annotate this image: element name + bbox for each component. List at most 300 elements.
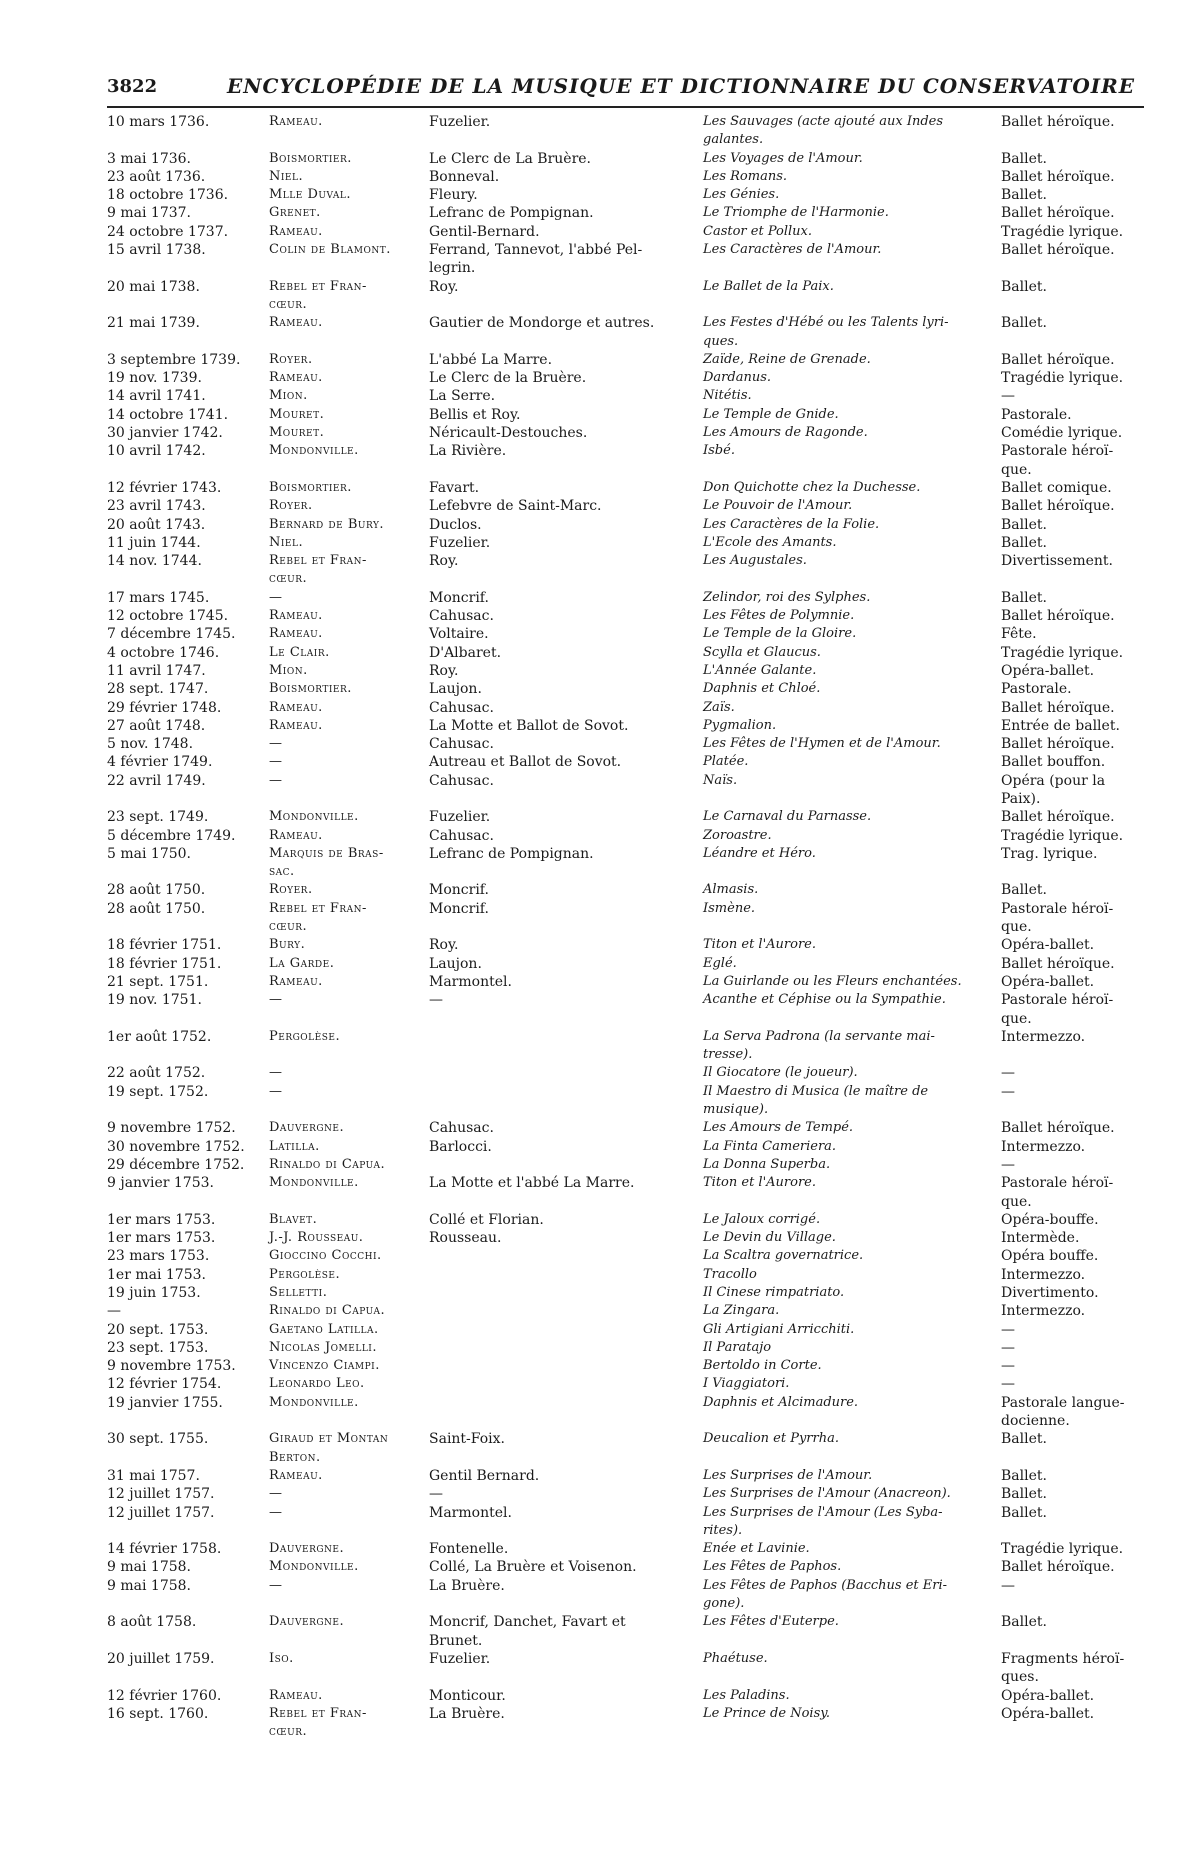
table-row (107, 991, 1147, 1009)
date-cell: 18 octobre 1736. (107, 187, 229, 204)
date-cell: 21 sept. 1751. (107, 973, 209, 990)
librettist-cell: Roy. (429, 662, 459, 679)
date-cell: 20 juillet 1759. (107, 1650, 215, 1667)
date-cell: 28 sept. 1747. (107, 681, 209, 698)
genre-cell: — (1001, 1376, 1015, 1393)
table-row (107, 1650, 1147, 1668)
work-cell: Tracollo (703, 1266, 757, 1282)
librettist-cell: Fleury. (429, 187, 478, 204)
work-cell: Zaïde, Reine de Grenade. (703, 351, 871, 367)
work-cell: Phaétuse. (703, 1650, 768, 1666)
genre-cell: Ballet. (1001, 278, 1047, 295)
work-cell: Daphnis et Chloé. (703, 681, 821, 697)
table-row (107, 497, 1147, 515)
genre-cell: Intermezzo. (1001, 1028, 1086, 1045)
table-row (107, 1467, 1147, 1485)
composer-cell: Rameau. (269, 626, 323, 642)
date-cell: 23 mars 1753. (107, 1248, 210, 1265)
table-row (107, 644, 1147, 662)
work-cell: Les Caractères de l'Amour. (703, 242, 882, 258)
chronology-table (107, 113, 1147, 1741)
table-row (107, 1357, 1147, 1375)
date-cell: 31 mai 1757. (107, 1467, 200, 1484)
genre-cell: Opéra-ballet. (1001, 1705, 1095, 1722)
genre-cell: Paix). (1001, 790, 1041, 807)
genre-cell: Intermède. (1001, 1230, 1080, 1247)
librettist-cell: Moncrif. (429, 900, 489, 917)
table-row (107, 552, 1147, 570)
date-cell: 5 mai 1750. (107, 845, 191, 862)
table-row (107, 369, 1147, 387)
date-cell: 23 août 1736. (107, 168, 206, 185)
composer-cell: Mondonville. (269, 1175, 359, 1191)
date-cell: 29 décembre 1752. (107, 1156, 245, 1173)
work-cell: Les Génies. (703, 187, 780, 203)
work-cell: Les Surprises de l'Amour. (703, 1467, 873, 1483)
date-cell: 23 avril 1743. (107, 498, 206, 515)
composer-cell: — (269, 1065, 283, 1081)
table-row (107, 516, 1147, 534)
librettist-cell: Cahusac. (429, 736, 494, 753)
date-cell: 22 avril 1749. (107, 772, 206, 789)
table-row (107, 1193, 1147, 1211)
genre-cell: Pastorale héroï- (1001, 443, 1114, 460)
genre-cell: Ballet. (1001, 589, 1047, 606)
genre-cell: que. (1001, 919, 1032, 936)
genre-cell: Fête. (1001, 626, 1037, 643)
date-cell: 9 mai 1758. (107, 1559, 191, 1576)
composer-cell: — (269, 589, 283, 605)
librettist-cell: Fontenelle. (429, 1541, 509, 1558)
composer-cell: Rameau. (269, 1467, 323, 1483)
genre-cell: Tragédie lyrique. (1001, 1541, 1124, 1558)
work-cell: Le Prince de Noisy. (703, 1705, 830, 1721)
librettist-cell: Roy. (429, 937, 459, 954)
table-row (107, 1449, 1147, 1467)
composer-cell: sac. (269, 864, 295, 880)
work-cell: gone). (703, 1596, 745, 1612)
table-row (107, 570, 1147, 588)
work-cell: Ismène. (703, 900, 756, 916)
work-cell: L'Ecole des Amants. (703, 534, 837, 550)
table-row (107, 1595, 1147, 1613)
composer-cell: Rinaldo di Capua. (269, 1156, 386, 1172)
table-row (107, 1613, 1147, 1631)
composer-cell: Rebel et Fran- (269, 553, 367, 569)
librettist-cell: Duclos. (429, 516, 482, 533)
composer-cell: Dauvergne. (269, 1614, 345, 1630)
composer-cell: Royer. (269, 351, 313, 367)
table-row (107, 1284, 1147, 1302)
librettist-cell: Gautier de Mondorge et autres. (429, 315, 655, 332)
composer-cell: Rameau. (269, 699, 323, 715)
librettist-cell: Lefranc de Pompignan. (429, 845, 594, 862)
librettist-cell: Monticour. (429, 1687, 506, 1704)
genre-cell: Ballet bouffon. (1001, 754, 1106, 771)
composer-cell: Rebel et Fran- (269, 1705, 367, 1721)
page-number: 3822 (107, 76, 158, 97)
date-cell: 9 mai 1758. (107, 1577, 191, 1594)
work-cell: La Scaltra governatrice. (703, 1248, 864, 1264)
date-cell: 12 juillet 1757. (107, 1486, 215, 1503)
composer-cell: Grenet. (269, 205, 321, 221)
librettist-cell: Favart. (429, 479, 480, 496)
table-row (107, 1394, 1147, 1412)
librettist-cell: Fuzelier. (429, 1650, 491, 1667)
table-row (107, 589, 1147, 607)
date-cell: 16 sept. 1760. (107, 1705, 209, 1722)
composer-cell: La Garde. (269, 955, 335, 971)
date-cell: 23 sept. 1749. (107, 809, 209, 826)
date-cell: 9 novembre 1753. (107, 1358, 236, 1375)
composer-cell: Colin de Blamont. (269, 242, 391, 258)
date-cell: 20 août 1743. (107, 516, 206, 533)
table-row (107, 1321, 1147, 1339)
table-row (107, 113, 1147, 131)
work-cell: Les Surprises de l'Amour (Les Syba- (703, 1504, 943, 1520)
librettist-cell: Laujon. (429, 955, 482, 972)
librettist-cell: Ferrand, Tannevot, l'abbé Pel- (429, 242, 643, 259)
work-cell: La Zingara. (703, 1303, 780, 1319)
table-row (107, 1174, 1147, 1192)
composer-cell: Leonardo Leo. (269, 1376, 365, 1392)
date-cell: 27 août 1748. (107, 717, 206, 734)
work-cell: Bertoldo in Corte. (703, 1358, 822, 1374)
composer-cell: Rebel et Fran- (269, 900, 367, 916)
composer-cell: Boismortier. (269, 479, 352, 495)
genre-cell: — (1001, 1156, 1015, 1173)
librettist-cell: Cahusac. (429, 772, 494, 789)
composer-cell: Rameau. (269, 223, 323, 239)
work-cell: Zoroastre. (703, 827, 772, 843)
librettist-cell: Marmontel. (429, 973, 512, 990)
librettist-cell: Le Clerc de la Bruère. (429, 370, 587, 387)
date-cell: 29 février 1748. (107, 699, 222, 716)
table-row (107, 1247, 1147, 1265)
genre-cell: Ballet. (1001, 1614, 1047, 1631)
composer-cell: Rameau. (269, 827, 323, 843)
table-row (107, 1687, 1147, 1705)
composer-cell: Royer. (269, 498, 313, 514)
table-row (107, 333, 1147, 351)
table-row (107, 973, 1147, 991)
date-cell: 19 sept. 1752. (107, 1083, 209, 1100)
composer-cell: Gaetano Latilla. (269, 1321, 379, 1337)
genre-cell: Ballet héroïque. (1001, 955, 1115, 972)
librettist-cell: Fuzelier. (429, 809, 491, 826)
work-cell: La Serva Padrona (la servante mai- (703, 1028, 935, 1044)
date-cell: 19 nov. 1739. (107, 370, 202, 387)
genre-cell: Ballet. (1001, 882, 1047, 899)
date-cell: 18 février 1751. (107, 937, 222, 954)
work-cell: Les Surprises de l'Amour (Anacreon). (703, 1486, 951, 1502)
composer-cell: Gioccino Cocchi. (269, 1248, 382, 1264)
table-row (107, 534, 1147, 552)
table-row (107, 680, 1147, 698)
composer-cell: Rinaldo di Capua. (269, 1303, 386, 1319)
work-cell: Titon et l'Aurore. (703, 1175, 817, 1191)
table-row (107, 1485, 1147, 1503)
librettist-cell: Moncrif, Danchet, Favart et (429, 1614, 626, 1631)
genre-cell: — (1001, 1358, 1015, 1375)
composer-cell: Mouret. (269, 425, 325, 441)
table-row (107, 1266, 1147, 1284)
table-row (107, 900, 1147, 918)
running-title: ENCYCLOPÉDIE DE LA MUSIQUE ET DICTIONNAIRE DU CONSERVATOIRE (227, 74, 1136, 98)
genre-cell: Ballet héroïque. (1001, 242, 1115, 259)
work-cell: I Viaggiatori. (703, 1376, 790, 1392)
table-row (107, 1046, 1147, 1064)
work-cell: Les Fêtes de l'Hymen et de l'Amour. (703, 736, 941, 752)
table-row (107, 662, 1147, 680)
work-cell: Il Maestro di Musica (le maître de (703, 1083, 929, 1099)
table-row (107, 442, 1147, 460)
table-row (107, 278, 1147, 296)
date-cell: 11 juin 1744. (107, 534, 201, 551)
work-cell: Zaïs. (703, 699, 735, 715)
date-cell: 14 février 1758. (107, 1541, 222, 1558)
genre-cell: Intermezzo. (1001, 1266, 1086, 1283)
librettist-cell: Bellis et Roy. (429, 406, 521, 423)
genre-cell: Ballet héroïque. (1001, 608, 1115, 625)
librettist-cell: La Serre. (429, 388, 496, 405)
work-cell: Nitétis. (703, 388, 752, 404)
librettist-cell: Le Clerc de La Bruère. (429, 150, 591, 167)
date-cell: 23 sept. 1753. (107, 1339, 209, 1356)
date-cell: 20 sept. 1753. (107, 1321, 209, 1338)
composer-cell: Mondonville. (269, 1559, 359, 1575)
table-row (107, 204, 1147, 222)
composer-cell: Iso. (269, 1650, 294, 1666)
table-row (107, 259, 1147, 277)
work-cell: La Guirlande ou les Fleurs enchantées. (703, 973, 962, 989)
composer-cell: Rameau. (269, 370, 323, 386)
date-cell: 14 nov. 1744. (107, 553, 202, 570)
genre-cell: — (1001, 1321, 1015, 1338)
genre-cell: Ballet. (1001, 315, 1047, 332)
composer-cell: Niel. (269, 168, 304, 184)
composer-cell: — (269, 1504, 283, 1520)
composer-cell: Rameau. (269, 114, 323, 129)
table-row (107, 168, 1147, 186)
header-rule (107, 106, 1144, 108)
table-row (107, 424, 1147, 442)
table-row (107, 827, 1147, 845)
librettist-cell: Fuzelier. (429, 534, 491, 551)
work-cell: Isbé. (703, 443, 735, 459)
genre-cell: Divertissement. (1001, 553, 1113, 570)
table-row (107, 387, 1147, 405)
work-cell: Zelindor, roi des Sylphes. (703, 589, 871, 605)
composer-cell: Vincenzo Ciampi. (269, 1358, 380, 1374)
table-row (107, 1430, 1147, 1448)
librettist-cell: legrin. (429, 260, 476, 277)
genre-cell: Ballet comique. (1001, 479, 1112, 496)
date-cell: 12 février 1754. (107, 1376, 222, 1393)
work-cell: Les Romans. (703, 168, 787, 184)
table-row (107, 808, 1147, 826)
librettist-cell: Lefranc de Pompignan. (429, 205, 594, 222)
date-cell: 10 mars 1736. (107, 114, 210, 130)
table-row (107, 1083, 1147, 1101)
table-row (107, 1723, 1147, 1741)
work-cell: Daphnis et Alcimadure. (703, 1394, 859, 1410)
table-row (107, 1632, 1147, 1650)
genre-cell: Pastorale langue- (1001, 1394, 1125, 1411)
librettist-cell: Cahusac. (429, 827, 494, 844)
genre-cell: Tragédie lyrique. (1001, 827, 1124, 844)
composer-cell: Giraud et Montan (269, 1431, 389, 1447)
composer-cell: Rameau. (269, 973, 323, 989)
work-cell: musique). (703, 1102, 769, 1118)
work-cell: Castor et Pollux. (703, 223, 813, 239)
librettist-cell: Néricault-Destouches. (429, 425, 588, 442)
librettist-cell: La Bruère. (429, 1577, 505, 1594)
genre-cell: Ballet. (1001, 534, 1047, 551)
table-row (107, 351, 1147, 369)
genre-cell: que. (1001, 1010, 1032, 1027)
composer-cell: Bury. (269, 937, 306, 953)
composer-cell: Niel. (269, 534, 304, 550)
date-cell: 9 novembre 1752. (107, 1120, 236, 1137)
work-cell: Les Fêtes de Polymnie. (703, 608, 855, 624)
date-cell: 30 novembre 1752. (107, 1138, 245, 1155)
librettist-cell: Rousseau. (429, 1230, 502, 1247)
date-cell: 14 octobre 1741. (107, 406, 229, 423)
genre-cell: — (1001, 1577, 1015, 1594)
date-cell: 7 décembre 1745. (107, 626, 236, 643)
table-row (107, 625, 1147, 643)
date-cell: 12 juillet 1757. (107, 1504, 215, 1521)
work-cell: Les Festes d'Hébé ou les Talents lyri- (703, 315, 949, 331)
genre-cell: Intermezzo. (1001, 1138, 1086, 1155)
table-row (107, 296, 1147, 314)
composer-cell: Marquis de Bras- (269, 845, 384, 861)
date-cell: 14 avril 1741. (107, 388, 206, 405)
work-cell: Almasis. (703, 882, 759, 898)
librettist-cell: Barlocci. (429, 1138, 492, 1155)
work-cell: Eglé. (703, 955, 737, 971)
genre-cell: — (1001, 388, 1015, 405)
genre-cell: Pastorale héroï- (1001, 1175, 1114, 1192)
work-cell: Le Carnaval du Parnasse. (703, 809, 872, 825)
genre-cell: Ballet. (1001, 187, 1047, 204)
genre-cell: Ballet héroïque. (1001, 498, 1115, 515)
table-row (107, 1412, 1147, 1430)
composer-cell: Rameau. (269, 717, 323, 733)
genre-cell: Pastorale héroï- (1001, 900, 1114, 917)
librettist-cell: Cahusac. (429, 608, 494, 625)
genre-cell: Ballet héroïque. (1001, 809, 1115, 826)
genre-cell: Ballet héroïque. (1001, 699, 1115, 716)
genre-cell: Comédie lyrique. (1001, 425, 1123, 442)
table-row (107, 735, 1147, 753)
work-cell: Les Fêtes d'Euterpe. (703, 1614, 839, 1630)
librettist-cell: Roy. (429, 553, 459, 570)
date-cell: 8 août 1758. (107, 1614, 197, 1631)
genre-cell: Entrée de ballet. (1001, 717, 1120, 734)
genre-cell: Ballet. (1001, 1431, 1047, 1448)
table-row (107, 863, 1147, 881)
genre-cell: Ballet héroïque. (1001, 736, 1115, 753)
genre-cell: Pastorale. (1001, 681, 1072, 698)
composer-cell: cœur. (269, 571, 308, 587)
librettist-cell: Marmontel. (429, 1504, 512, 1521)
table-row (107, 1375, 1147, 1393)
date-cell: 1er août 1752. (107, 1028, 212, 1045)
date-cell: — (107, 1303, 121, 1320)
composer-cell: Rameau. (269, 1687, 323, 1703)
librettist-cell: Collé et Florian. (429, 1211, 544, 1228)
work-cell: Il Giocatore (le joueur). (703, 1065, 858, 1081)
work-cell: Les Fêtes de Paphos. (703, 1559, 842, 1575)
work-cell: Titon et l'Aurore. (703, 937, 817, 953)
genre-cell: Opéra bouffe. (1001, 1248, 1099, 1265)
date-cell: 5 nov. 1748. (107, 736, 194, 753)
work-cell: Deucalion et Pyrrha. (703, 1431, 839, 1447)
genre-cell: Opéra-ballet. (1001, 937, 1095, 954)
composer-cell: — (269, 1486, 283, 1502)
librettist-cell: Saint-Foix. (429, 1431, 505, 1448)
genre-cell: Ballet. (1001, 1504, 1047, 1521)
work-cell: Les Augustales. (703, 553, 807, 569)
table-row (107, 150, 1147, 168)
genre-cell: — (1001, 1083, 1015, 1100)
date-cell: 4 octobre 1746. (107, 644, 220, 661)
genre-cell: Opéra-ballet. (1001, 973, 1095, 990)
table-row (107, 1211, 1147, 1229)
table-row (107, 1540, 1147, 1558)
composer-cell: Boismortier. (269, 150, 352, 166)
genre-cell: Pastorale. (1001, 406, 1072, 423)
genre-cell: Opéra (pour la (1001, 772, 1106, 789)
work-cell: Acanthe et Céphise ou la Sympathie. (703, 992, 946, 1008)
genre-cell: Trag. lyrique. (1001, 845, 1098, 862)
work-cell: Le Pouvoir de l'Amour. (703, 498, 853, 514)
genre-cell: Opéra-ballet. (1001, 1687, 1095, 1704)
composer-cell: Boismortier. (269, 681, 352, 697)
genre-cell: Ballet héroïque. (1001, 168, 1115, 185)
date-cell: 17 mars 1745. (107, 589, 210, 606)
composer-cell: cœur. (269, 919, 308, 935)
table-row (107, 699, 1147, 717)
composer-cell: Latilla. (269, 1138, 320, 1154)
table-row (107, 241, 1147, 259)
date-cell: 3 septembre 1739. (107, 351, 241, 368)
table-row (107, 1028, 1147, 1046)
date-cell: 10 avril 1742. (107, 443, 206, 460)
librettist-cell: La Bruère. (429, 1705, 505, 1722)
composer-cell: Rameau. (269, 315, 323, 331)
work-cell: Le Temple de la Gloire. (703, 626, 857, 642)
table-row (107, 1064, 1147, 1082)
genre-cell: Tragédie lyrique. (1001, 223, 1124, 240)
table-row (107, 1138, 1147, 1156)
table-row (107, 1302, 1147, 1320)
table-row (107, 607, 1147, 625)
work-cell: Les Fêtes de Paphos (Bacchus et Eri- (703, 1577, 948, 1593)
table-row (107, 1577, 1147, 1595)
composer-cell: Berton. (269, 1449, 321, 1465)
work-cell: La Donna Superba. (703, 1156, 831, 1172)
genre-cell: Ballet héroïque. (1001, 1559, 1115, 1576)
work-cell: Les Amours de Ragonde. (703, 425, 868, 441)
librettist-cell: Gentil-Bernard. (429, 223, 540, 240)
work-cell: Scylla et Glaucus. (703, 644, 821, 660)
librettist-cell: Autreau et Ballot de Sovot. (429, 754, 622, 771)
librettist-cell: La Motte et l'abbé La Marre. (429, 1175, 635, 1192)
work-cell: Le Ballet de la Paix. (703, 278, 834, 294)
